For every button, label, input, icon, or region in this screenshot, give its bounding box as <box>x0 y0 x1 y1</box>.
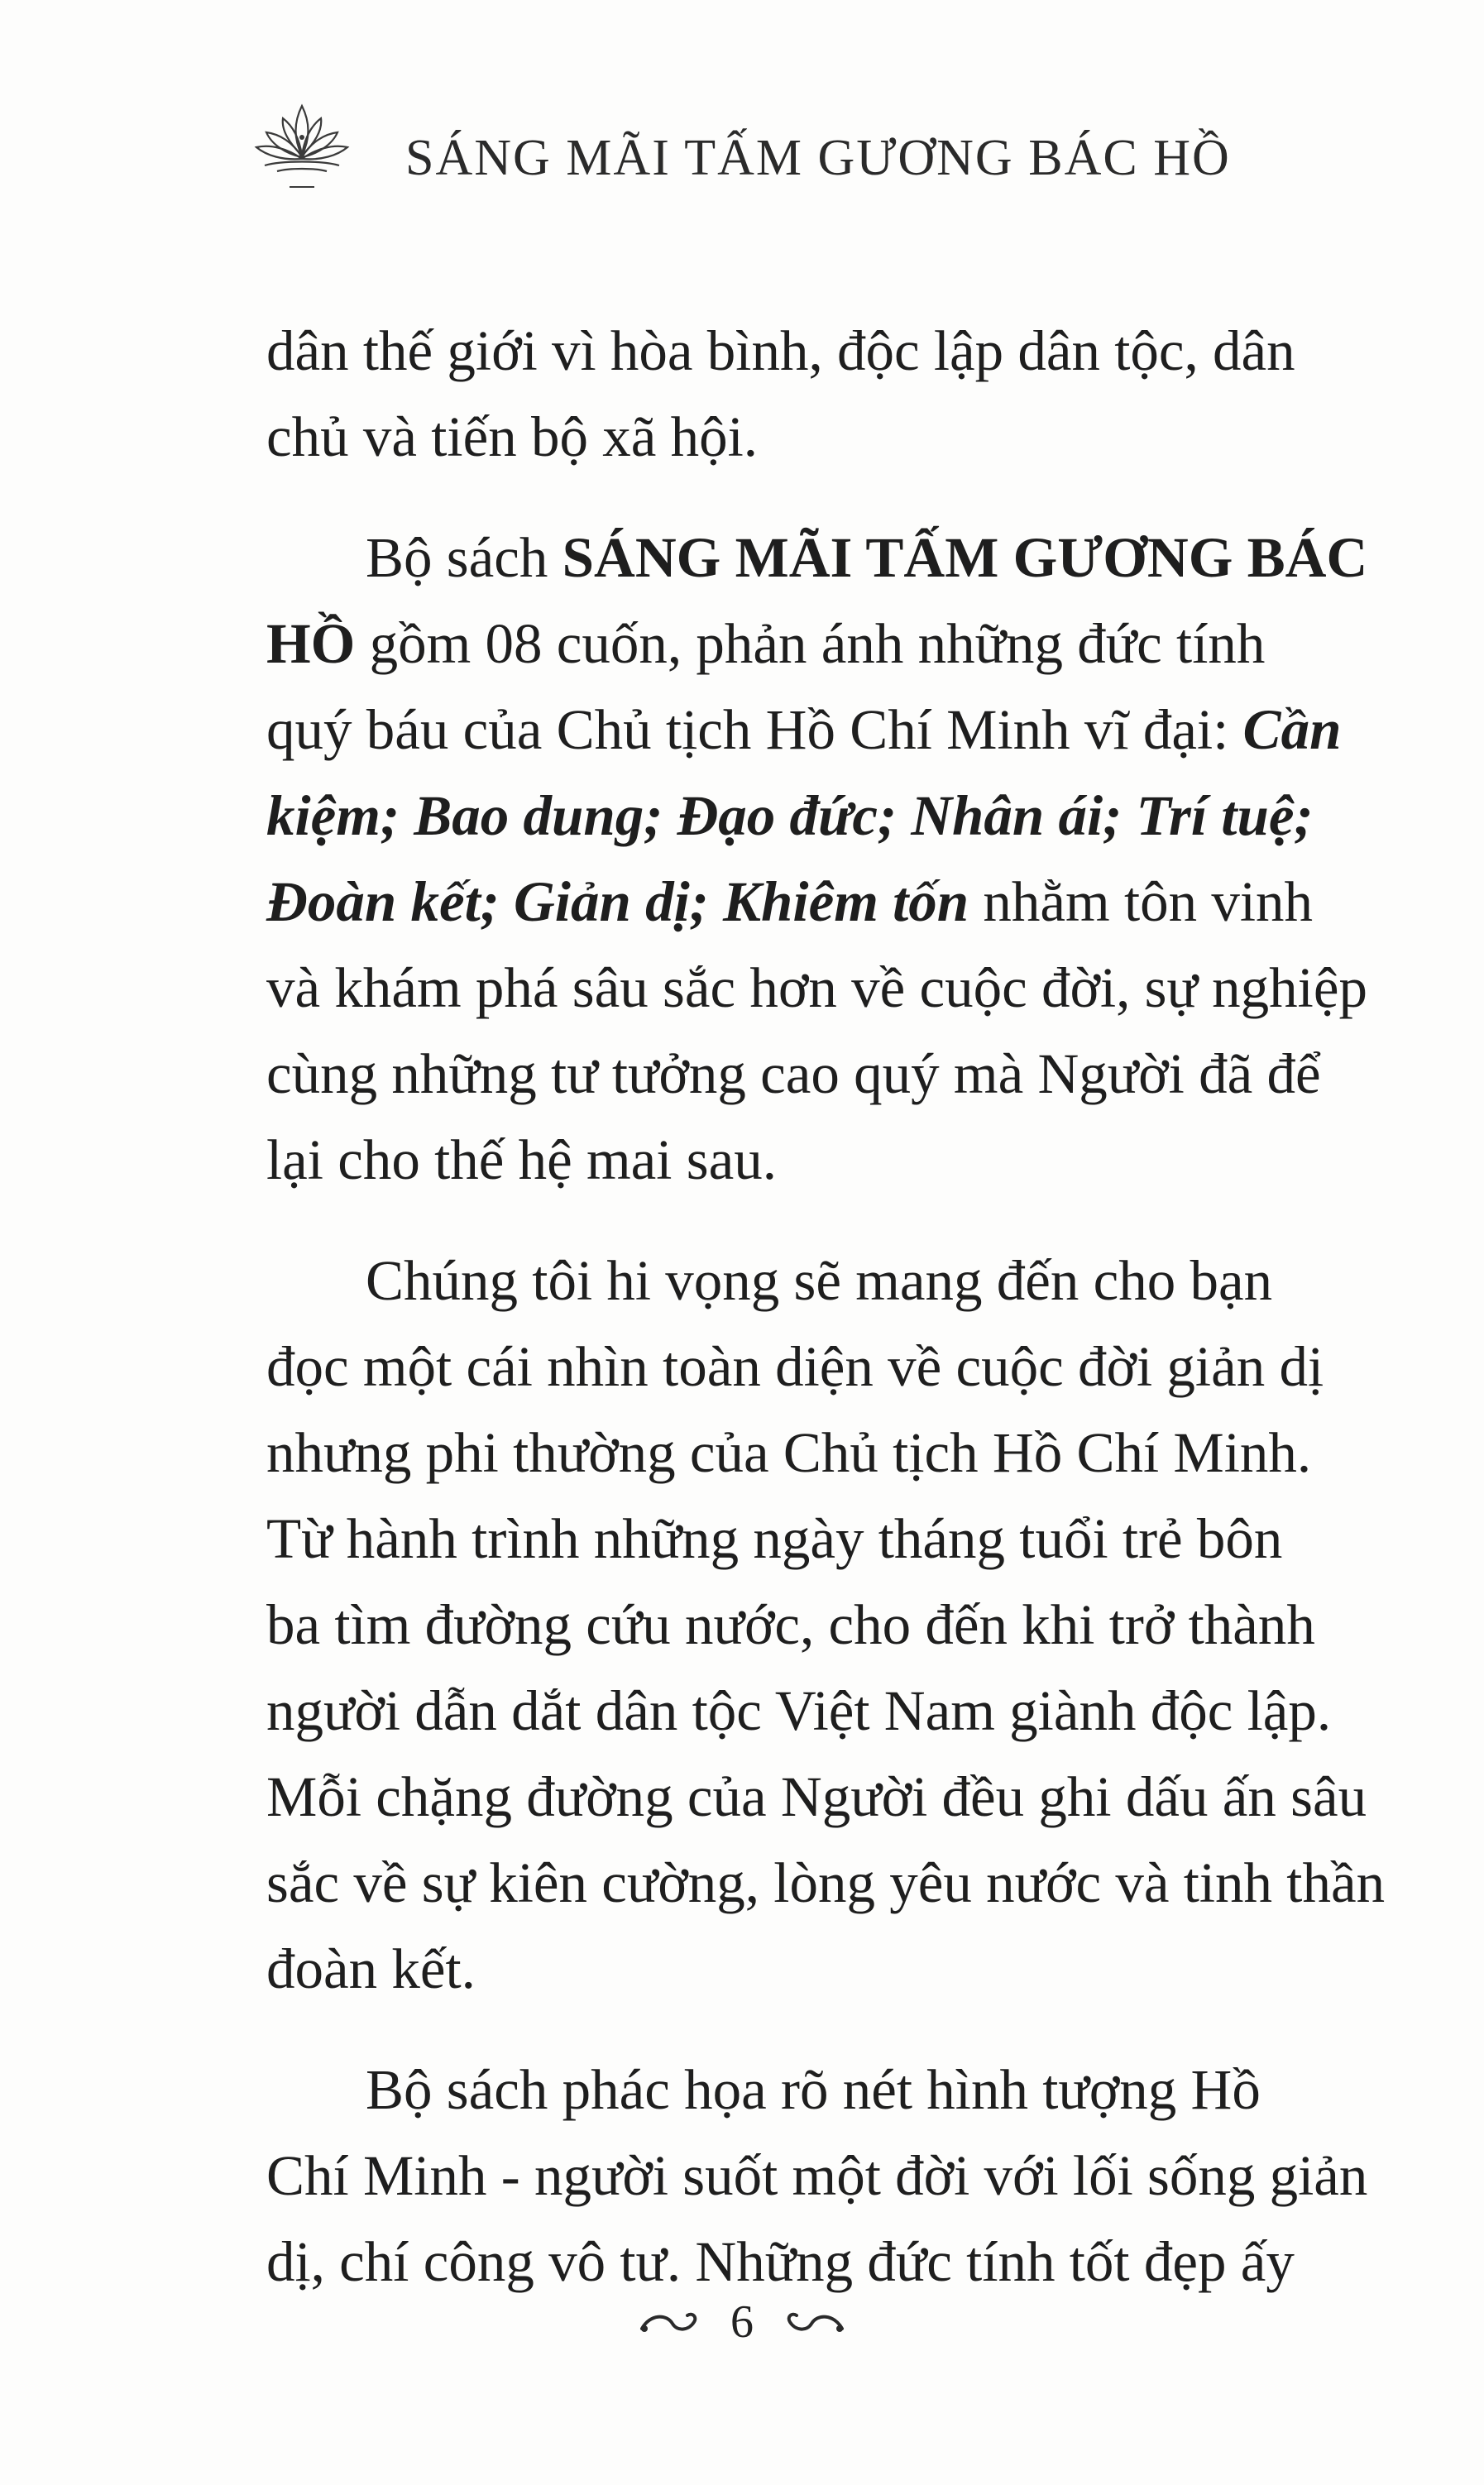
virtue-list: Đoàn kết; Giản dị; Khiêm tốn <box>266 870 969 933</box>
text-line: HỒ gồm 08 cuốn, phản ánh những đức tính <box>266 601 1276 687</box>
text-line: dân thế giới vì hòa bình, độc lập dân tộc, dân <box>266 319 1295 382</box>
swirl-ornament-left <box>638 2305 704 2339</box>
text-line: Bộ sách SÁNG MÃI TẤM GƯƠNG BÁC <box>266 515 1276 601</box>
text-line: Mỗi chặng đường của Người đều ghi dấu ấn sâu <box>266 1765 1367 1828</box>
text-line: sắc về sự kiên cường, lòng yêu nước và tinh thần <box>266 1851 1386 1914</box>
book-series-title-end: HỒ <box>266 612 356 675</box>
text-line: quý báu của Chủ tịch Hồ Chí Minh vĩ đại: Cần <box>266 687 1276 773</box>
body-text <box>266 308 1386 2305</box>
virtue-list: Cần <box>1242 698 1342 761</box>
virtue-list: kiệm; Bao dung; Đạo đức; Nhân ái; Trí tuệ; <box>266 784 1314 847</box>
text-line: Từ hành trình những ngày tháng tuổi trẻ bôn <box>266 1507 1283 1570</box>
swirl-ornament-right <box>780 2305 846 2339</box>
text-line: đọc một cái nhìn toàn diện về cuộc đời giản dị <box>266 1335 1324 1398</box>
text-line: Chúng tôi hi vọng sẽ mang đến cho bạn <box>366 1249 1273 1312</box>
text-line: dị, chí công vô tư. Những đức tính tốt đẹp ấy <box>266 2230 1295 2293</box>
text-line: chủ và tiến bộ xã hội. <box>266 405 759 468</box>
paragraph-continuation <box>266 308 1295 480</box>
text-line: cùng những tư tưởng cao quý mà Người đã để <box>266 1042 1321 1105</box>
text-line: Bộ sách phác họa rõ nét hình tượng Hồ <box>366 2058 1261 2121</box>
running-header-title: SÁNG MÃI TẤM GƯƠNG BÁC HỒ <box>405 130 1231 186</box>
paragraph-portrait <box>266 2047 1368 2305</box>
paragraph-book-series <box>266 515 1368 1203</box>
lotus-icon <box>248 89 356 197</box>
text-line: người dẫn dắt dân tộc Việt Nam giành độc lập. <box>266 1679 1332 1742</box>
text-line: nhưng phi thường của Chủ tịch Hồ Chí Minh. <box>266 1421 1312 1484</box>
text-line: đoàn kết. <box>266 1937 476 2000</box>
page-number-footer <box>0 2291 1484 2349</box>
paragraph-hope <box>266 1238 1386 2012</box>
text-line: Chí Minh - người suốt một đời với lối sống giản <box>266 2144 1368 2207</box>
page-number: 6 <box>730 2296 754 2349</box>
text-line: lại cho thế hệ mai sau. <box>266 1128 777 1191</box>
text-line: và khám phá sâu sắc hơn về cuộc đời, sự nghiệp <box>266 956 1367 1019</box>
text-line <box>266 773 1314 859</box>
text-line: Đoàn kết; Giản dị; Khiêm tốn nhằm tôn vinh <box>266 859 1276 945</box>
book-series-title: SÁNG MÃI TẤM GƯƠNG BÁC <box>562 526 1368 589</box>
text-line: ba tìm đường cứu nước, cho đến khi trở thành <box>266 1593 1315 1656</box>
